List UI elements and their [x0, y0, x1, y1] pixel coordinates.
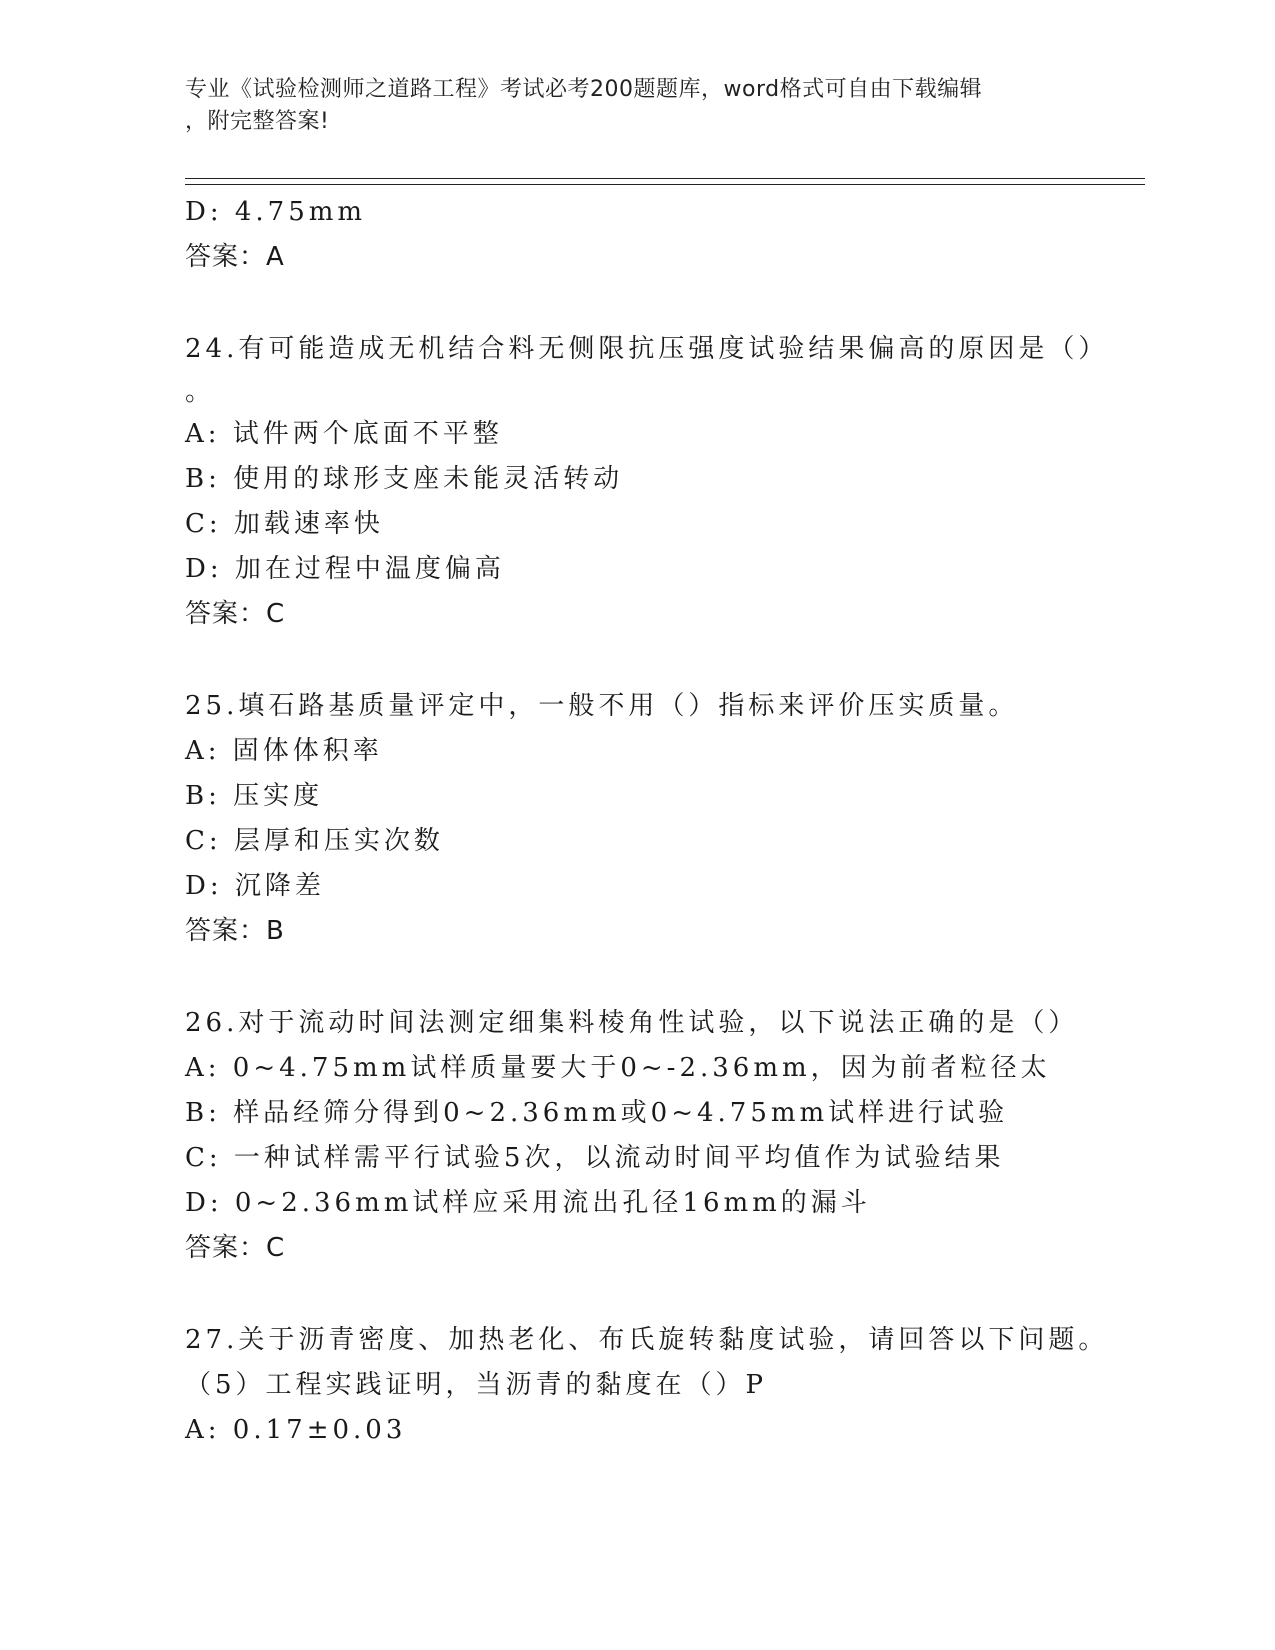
option-a: A: 固体体积率 [185, 736, 383, 766]
option-c: C: 层厚和压实次数 [185, 826, 444, 856]
document-body [185, 190, 1145, 1453]
option-b: B: 样品经筛分得到0~2.36mm或0~4.75mm试样进行试验 [185, 1098, 1009, 1128]
question-26 [185, 1001, 1145, 1271]
document-header [185, 74, 1085, 138]
question-27 [185, 1318, 1145, 1453]
option-b: B: 压实度 [185, 781, 324, 811]
option-c: C: 加载速率快 [185, 509, 384, 539]
question-text-continuation: 。 [185, 377, 212, 407]
question-text: 24.有可能造成无机结合料无侧限抗压强度试验结果偏高的原因是（） [185, 334, 1109, 364]
question-text-continuation: （5）工程实践证明，当沥青的黏度在（）P [185, 1370, 768, 1400]
option-b: B: 使用的球形支座未能灵活转动 [185, 464, 624, 494]
question-text: 26.对于流动时间法测定细集料棱角性试验，以下说法正确的是（） [185, 1008, 1079, 1038]
header-line-1: 专业《试验检测师之道路工程》考试必考200题题库，word格式可自由下载编辑 [185, 77, 983, 102]
option-d: D: 4.75mm [185, 197, 367, 227]
header-divider [185, 178, 1145, 185]
answer: 答案：C [185, 1233, 286, 1263]
answer: 答案：C [185, 599, 286, 629]
option-a: A: 试件两个底面不平整 [185, 419, 503, 449]
option-a: A: 0~4.75mm试样质量要大于0~-2.36mm，因为前者粒径太 [185, 1053, 1051, 1083]
option-d: D: 加在过程中温度偏高 [185, 554, 505, 584]
option-c: C: 一种试样需平行试验5次，以流动时间平均值作为试验结果 [185, 1143, 1005, 1173]
header-line-2: ，附完整答案! [185, 109, 330, 134]
answer: 答案：A [185, 242, 285, 272]
option-d: D: 0~2.36mm试样应采用流出孔径16mm的漏斗 [185, 1188, 871, 1218]
option-a: A: 0.17±0.03 [185, 1415, 407, 1445]
question-25 [185, 684, 1145, 954]
option-d: D: 沉降差 [185, 871, 325, 901]
question-text: 25.填石路基质量评定中，一般不用（）指标来评价压实质量。 [185, 691, 1019, 721]
question-24 [185, 327, 1145, 637]
answer: 答案：B [185, 916, 285, 946]
question-text: 27.关于沥青密度、加热老化、布氏旋转黏度试验，请回答以下问题。 [185, 1325, 1109, 1355]
